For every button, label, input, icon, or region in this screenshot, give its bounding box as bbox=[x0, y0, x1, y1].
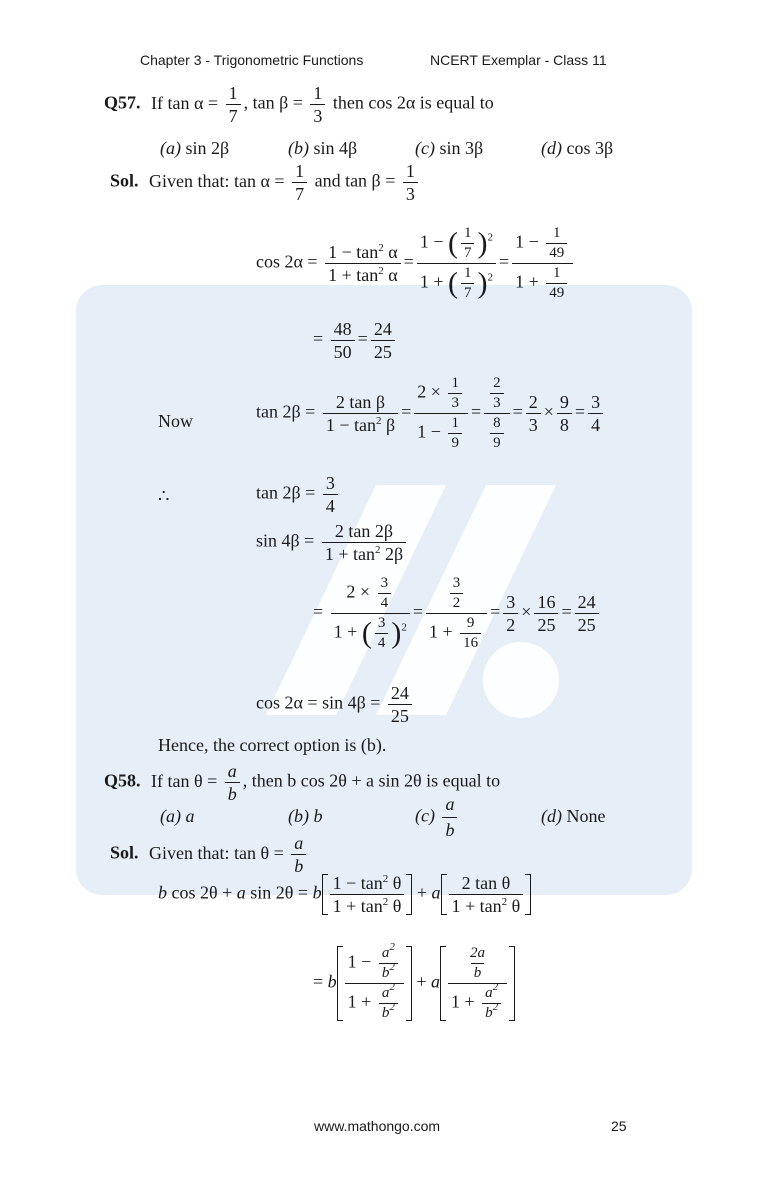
footer-website: www.mathongo.com bbox=[314, 1118, 441, 1134]
q58-question: Q58. If tan θ = $\frac{a}{b}$ , then b cos 2θ + a sin 2θ is equal to bbox=[104, 761, 501, 804]
q58-option-a: (a) a bbox=[160, 806, 195, 826]
now-label: Now bbox=[158, 411, 193, 431]
eq-sin4b: sin 4β = $\frac{2 \tan 2\beta}{1 + \tan^2 2\beta}$ bbox=[256, 522, 409, 563]
q58-option-b: (b) b bbox=[288, 806, 323, 826]
eq-tan2b: tan 2β = $\frac{\text{2 tan β}}{1 - \tan^2 \beta}$ = 2 × $\frac{1}{3}$ 1 − $\frac{1}{9}$ = $\frac{\frac{2}{3}}{\frac{8}{9}}$ = $\frac{2}{3}$ × $\frac{9}{8}$ = $\frac{3}{4}$ bbox=[256, 376, 606, 451]
eq-tan2b-value: tan 2β = $\frac{3}{4}$ bbox=[256, 474, 341, 515]
eq-cos2a-result: = $\frac{48}{50}$ = $\frac{24}{25}$ bbox=[313, 320, 398, 361]
eq-sin4b-eval: = 2 × $\frac{3}{4}$ 1 + ( $\frac{3}{4}$ )$^2$ = $\frac{3}{2}$ 1 + $\frac{9}{16}$ = $\frac{3}{2}$ × $\frac{16}{25}$ = $\frac{24}{25}$ bbox=[313, 576, 602, 651]
chapter-title: Chapter 3 - Trigonometric Functions bbox=[140, 52, 364, 68]
eq-q58-step1: b cos 2θ + a sin 2θ = b $1 - \tan^2 \theta$ $1 + \tan^2 \theta$ + a 2 tan θ $1 + \tan^2 \theta$ bbox=[158, 874, 531, 915]
q57-option-a: (a) sin 2β bbox=[160, 138, 230, 158]
q57-option-c: (c) sin 3β bbox=[415, 138, 484, 158]
q58-option-d: (d) None bbox=[541, 806, 606, 826]
q57-option-b: (b) sin 4β bbox=[288, 138, 358, 158]
eq-cos2a: cos 2α = $\frac{1 - \tan^2 \alpha}{1 + \tan^2 \alpha}$ = 1 − ( $\frac{1}{7}$ )$^2$ 1 + ( $\frac{1}{7}$ )$^2$ = 1 − $\frac{1}{49}$ 1 + $\frac{1}{49}$ bbox=[256, 226, 576, 301]
page-number: 25 bbox=[611, 1118, 627, 1134]
eq-q58-step2: = b 1 − $\frac{a^2}{b^2}$ 1 + $\frac{a^2}{b^2}$ + a $\frac{2a}{b}$ 1 + $\frac{a^2}{b^2}$ bbox=[313, 946, 515, 1021]
q57-conclusion: Hence, the correct option is (b). bbox=[158, 735, 387, 755]
q58-solution-given: Sol. Given that: tan θ = $\frac{a}{b}$ bbox=[110, 834, 309, 875]
q58-number: Q58. bbox=[104, 770, 141, 791]
q57-option-d: (d) cos 3β bbox=[541, 138, 614, 158]
book-title: NCERT Exemplar - Class 11 bbox=[430, 52, 607, 68]
q57-question: Q57. If tan α = $\frac{1}{7}$ , tan β = $\frac{1}{3}$ then cos 2α is equal to bbox=[104, 83, 494, 126]
q58-option-c: (c) $\frac{a}{b}$ bbox=[415, 794, 460, 841]
eq-final: cos 2α = sin 4β = $\frac{24}{25}$ bbox=[256, 684, 415, 725]
q57-solution-given: Sol. Given that: tan α = $\frac{1}{7}$ and tan β = $\frac{1}{3}$ bbox=[110, 162, 421, 203]
q57-number: Q57. bbox=[104, 92, 141, 113]
therefore-symbol: ∴ bbox=[158, 486, 170, 506]
